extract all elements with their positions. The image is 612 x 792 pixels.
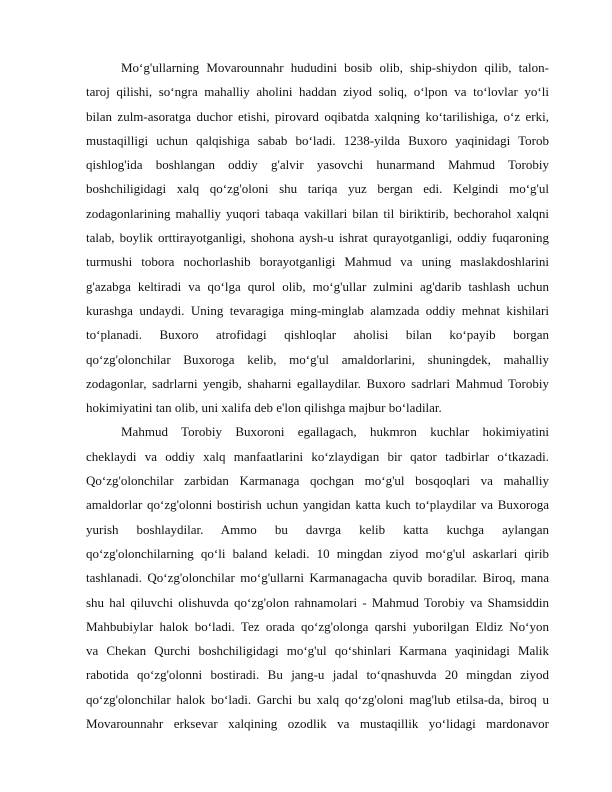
text-line: zodagonlar, sadrlarni yengib, shaharni egallaydilar. Buxoro sadrlari Mahmud Torobiy bbox=[86, 375, 549, 391]
text-line: bilan zulm-asoratga duchor etishi, pirovard oqibatda xalqning ko‘tarilishiga, o‘z erki, bbox=[86, 108, 549, 124]
text-line: Movarounnahr erksevar xalqining ozodlik va mustaqillik yo‘lidagi mardonavor bbox=[86, 716, 549, 732]
text-line: Mo‘g'ullarning Movarounnahr hududini bosib olib, ship-shiydon qilib, talon- bbox=[121, 60, 549, 75]
text-line: taroj qilishi, so‘ngra mahalliy aholini haddan ziyod soliq, o‘lpon va to‘lovlar yo‘li bbox=[86, 84, 549, 100]
text-line: shu hal qiluvchi olishuvda qo‘zg'olon rahnamolari - Mahmud Torobiy va Shamsiddin bbox=[86, 594, 549, 610]
text-line: amaldorlar qo‘zg'olonni bostirish uchun yangidan katta kuch to‘playdilar va Buxoroga bbox=[86, 497, 549, 513]
text-line: turmushi tobora nochorlashib borayotganligi Mahmud va uning maslakdoshlarini bbox=[86, 254, 549, 270]
text-line: talab, boylik orttirayotganligi, shohona aysh-u ishrat qurayotganligi, oddiy fuqaroning bbox=[86, 230, 549, 246]
text-line: kurashga undaydi. Uning tevaragiga ming-minglab alamzada oddiy mehnat kishilari bbox=[86, 302, 549, 318]
text-line: hokimiyatini tan olib, uni xalifa deb e'lon qilishga majbur bo‘ladilar. bbox=[86, 400, 442, 416]
text-line: boshchiligidagi xalq qo‘zg'oloni shu tariqa yuz bergan edi. Kelgindi mo‘g'ul bbox=[86, 181, 549, 197]
text-line: tashlanadi. Qo‘zg'olonchilar mo‘g'ullarni Karmanagacha quvib boradilar. Biroq, mana bbox=[86, 570, 549, 586]
document-page bbox=[86, 56, 549, 736]
text-line: zodagonlarining mahalliy yuqori tabaqa vakillari bilan til biriktirib, bechorahol xalqni bbox=[86, 205, 549, 221]
text-line: g'azabga keltiradi va qo‘lga qurol olib, mo‘g'ullar zulmini ag'darib tashlash uchun bbox=[86, 278, 549, 294]
text-line: rabotida qo‘zg'olonni bostiradi. Bu jang-u jadal to‘qnashuvda 20 mingdan ziyod bbox=[86, 667, 549, 683]
text-line: qo‘zg'olonchilar Buxoroga kelib, mo‘g'ul amaldorlarini, shuningdek, mahalliy bbox=[86, 351, 549, 367]
text-line: cheklaydi va oddiy xalq manfaatlarini ko‘zlaydigan bir qator tadbirlar o‘tkazadi. bbox=[86, 448, 549, 464]
text-line: Qo‘zg'olonchilar zarbidan Karmanaga qochgan mo‘g'ul bosqoqlari va mahalliy bbox=[86, 473, 549, 489]
text-line: qo‘zg'olonchilar halok bo‘ladi. Garchi bu xalq qo‘zg'oloni mag'lub etilsa-da, biroq u bbox=[86, 691, 549, 707]
paragraph-mongol-invasion bbox=[86, 56, 549, 420]
text-line: qo‘zg'olonchilarning qo‘li baland keladi. 10 mingdan ziyod mo‘g'ul askarlari qirib bbox=[86, 545, 549, 561]
text-line: Mahmud Torobiy Buxoroni egallagach, hukmron kuchlar hokimiyatini bbox=[121, 424, 549, 440]
paragraph-torobiy-rule bbox=[86, 420, 549, 736]
text-line: to‘planadi. Buxoro atrofidagi qishloqlar aholisi bilan ko‘payib borgan bbox=[86, 327, 549, 343]
text-line: va Chekan Qurchi boshchiligidagi mo‘g'ul qo‘shinlari Karmana yaqinidagi Malik bbox=[86, 643, 549, 659]
text-line: Mahbubiylar halok bo‘ladi. Tez orada qo‘zg'olonga qarshi yuborilgan Eldiz No‘yon bbox=[86, 618, 549, 634]
text-line: qishlog'ida boshlangan oddiy g'alvir yasovchi hunarmand Mahmud Torobiy bbox=[86, 157, 549, 173]
text-line: mustaqilligi uchun qalqishiga sabab bo‘ladi. 1238-yilda Buxoro yaqinidagi Torob bbox=[86, 132, 549, 148]
text-line: yurish boshlaydilar. Ammo bu davrga kelib katta kuchga aylangan bbox=[86, 521, 549, 537]
